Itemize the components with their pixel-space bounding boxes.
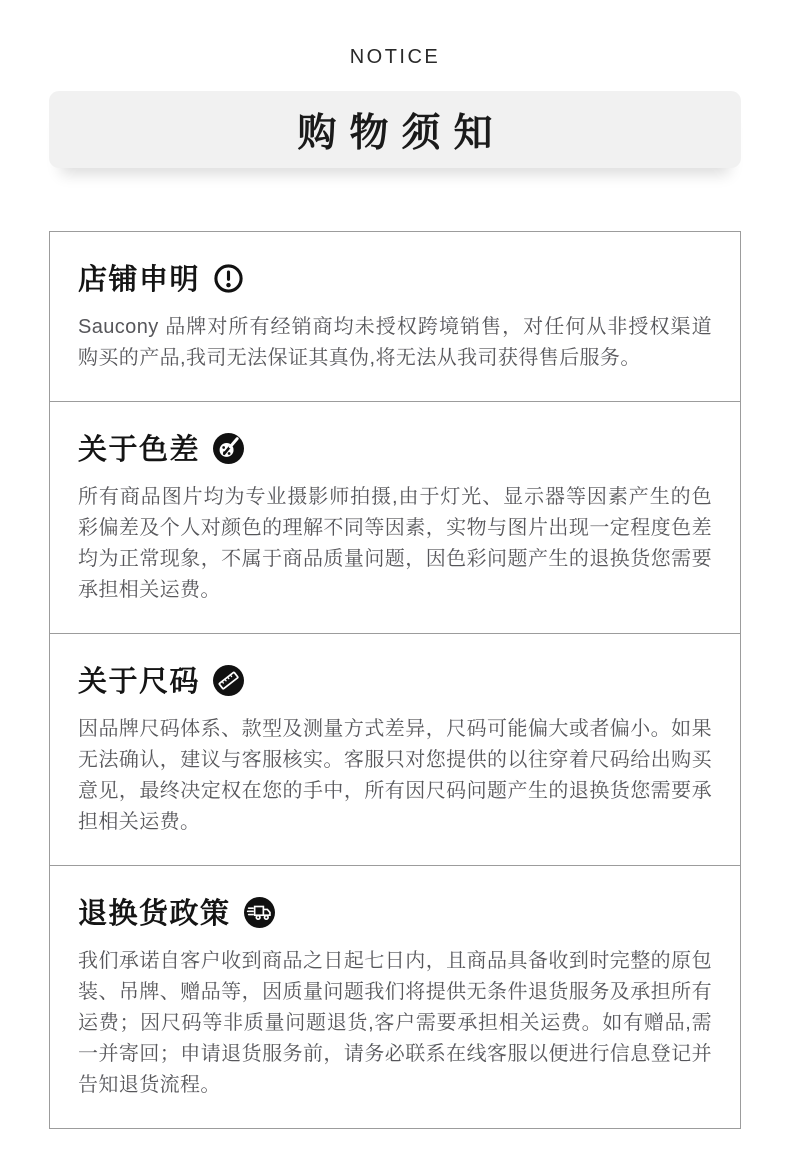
notice-label: NOTICE (349, 46, 441, 68)
section-title-text: 关于尺码 (78, 666, 201, 698)
section-title (78, 257, 712, 298)
notice-content-box (49, 231, 741, 1129)
section-body: 因品牌尺码体系、款型及测量方式差异，尺码可能偏大或者偏小。如果无法确认，建议与客服核实。客服只对您提供的以往穿着尺码给出购买意见，最终决定权在您的手中，所有因尺码问题产生的退换货您需要承担相关运费。 (78, 718, 712, 833)
section-color-difference (50, 402, 740, 634)
section-title (78, 891, 712, 932)
alert-circle-icon (213, 263, 244, 294)
section-body: 所有商品图片均为专业摄影师拍摄,由于灯光、显示器等因素产生的色彩偏差及个人对颜色的理解不同等因素，实物与图片出现一定程度色差均为正常现象，不属于商品质量问题，因色彩问题产生的退换货您需要承担相关运费。 (78, 486, 712, 601)
ruler-icon (213, 665, 244, 696)
banner (49, 91, 741, 168)
section-return-policy (50, 866, 740, 1128)
section-title-text: 关于色差 (78, 434, 201, 466)
truck-icon (244, 897, 275, 928)
section-body: 我们承诺自客户收到商品之日起七日内，且商品具备收到时完整的原包装、吊牌、赠品等，因质量问题我们将提供无条件退货服务及承担所有运费；因尺码等非质量问题退货,客户需要承担相关运费。如有赠品,需一并寄回；申请退货服务前，请务必联系在线客服以便进行信息登记并告知退货流程。 (78, 950, 712, 1096)
page-title: 购物须知 (297, 111, 506, 155)
section-sizing (50, 634, 740, 866)
section-title (78, 659, 712, 700)
section-title-text: 店铺申明 (78, 264, 201, 296)
section-store-statement (50, 232, 740, 402)
section-title-text: 退换货政策 (78, 898, 231, 930)
section-title (78, 427, 712, 468)
section-body: Saucony 品牌对所有经销商均未授权跨境销售，对任何从非授权渠道购买的产品,我司无法保证其真伪,将无法从我司获得售后服务。 (78, 316, 712, 369)
palette-icon (213, 433, 244, 464)
